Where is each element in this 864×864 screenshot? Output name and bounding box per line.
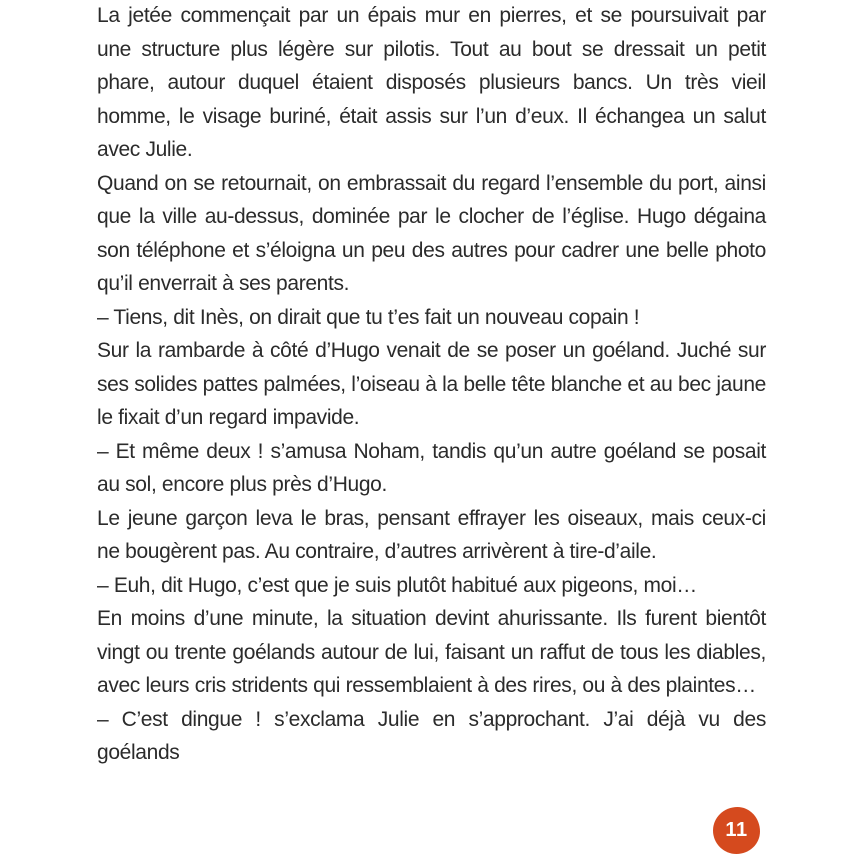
body-text bbox=[97, 0, 766, 770]
paragraph: La jetée commençait par un épais mur en pierres, et se poursuivait par une structure plus légère sur pilotis. Tout au bout se dressait un petit phare, autour duquel étaient disposés plusieurs bancs. Un très vieil homme, le visage buriné, était assis sur l’un d’eux. Il échangea un salut avec Julie. bbox=[97, 4, 766, 161]
paragraph: Quand on se retournait, on embrassait du regard l’ensemble du port, ainsi que la ville au-dessus, dominée par le clocher de l’église. Hugo dégaina son téléphone et s’éloigna un peu des autres pour cadrer une belle photo qu’il enverrait à ses parents. bbox=[97, 171, 766, 295]
paragraph: – Et même deux ! s’amusa Noham, tandis qu’un autre goéland se posait au sol, encore plus près d’Hugo. bbox=[97, 439, 766, 496]
paragraph: – Euh, dit Hugo, c’est que je suis plutôt habitué aux pigeons, moi… bbox=[97, 573, 697, 597]
paragraph: En moins d’une minute, la situation devint ahurissante. Ils furent bientôt vingt ou trente goélands autour de lui, faisant un raffut de tous les diables, avec leurs cris stridents qui ressemblaient à des rires, ou à des plaintes… bbox=[97, 607, 766, 697]
paragraph: Le jeune garçon leva le bras, pensant effrayer les oiseaux, mais ceux-ci ne bougèrent pas. Au contraire, d’autres arrivèrent à tire-d’aile. bbox=[97, 506, 766, 563]
page-number: 11 bbox=[725, 819, 748, 841]
paragraph: Sur la rambarde à côté d’Hugo venait de se poser un goéland. Juché sur ses solides pattes palmées, l’oiseau à la belle tête blanche et au bec jaune le fixait d’un regard impavide. bbox=[97, 339, 766, 429]
paragraph: – Tiens, dit Inès, on dirait que tu t’es fait un nouveau copain ! bbox=[97, 305, 640, 329]
page-number-badge bbox=[713, 807, 760, 854]
paragraph: – C’est dingue ! s’exclama Julie en s’approchant. J’ai déjà vu des goélands bbox=[97, 707, 766, 764]
